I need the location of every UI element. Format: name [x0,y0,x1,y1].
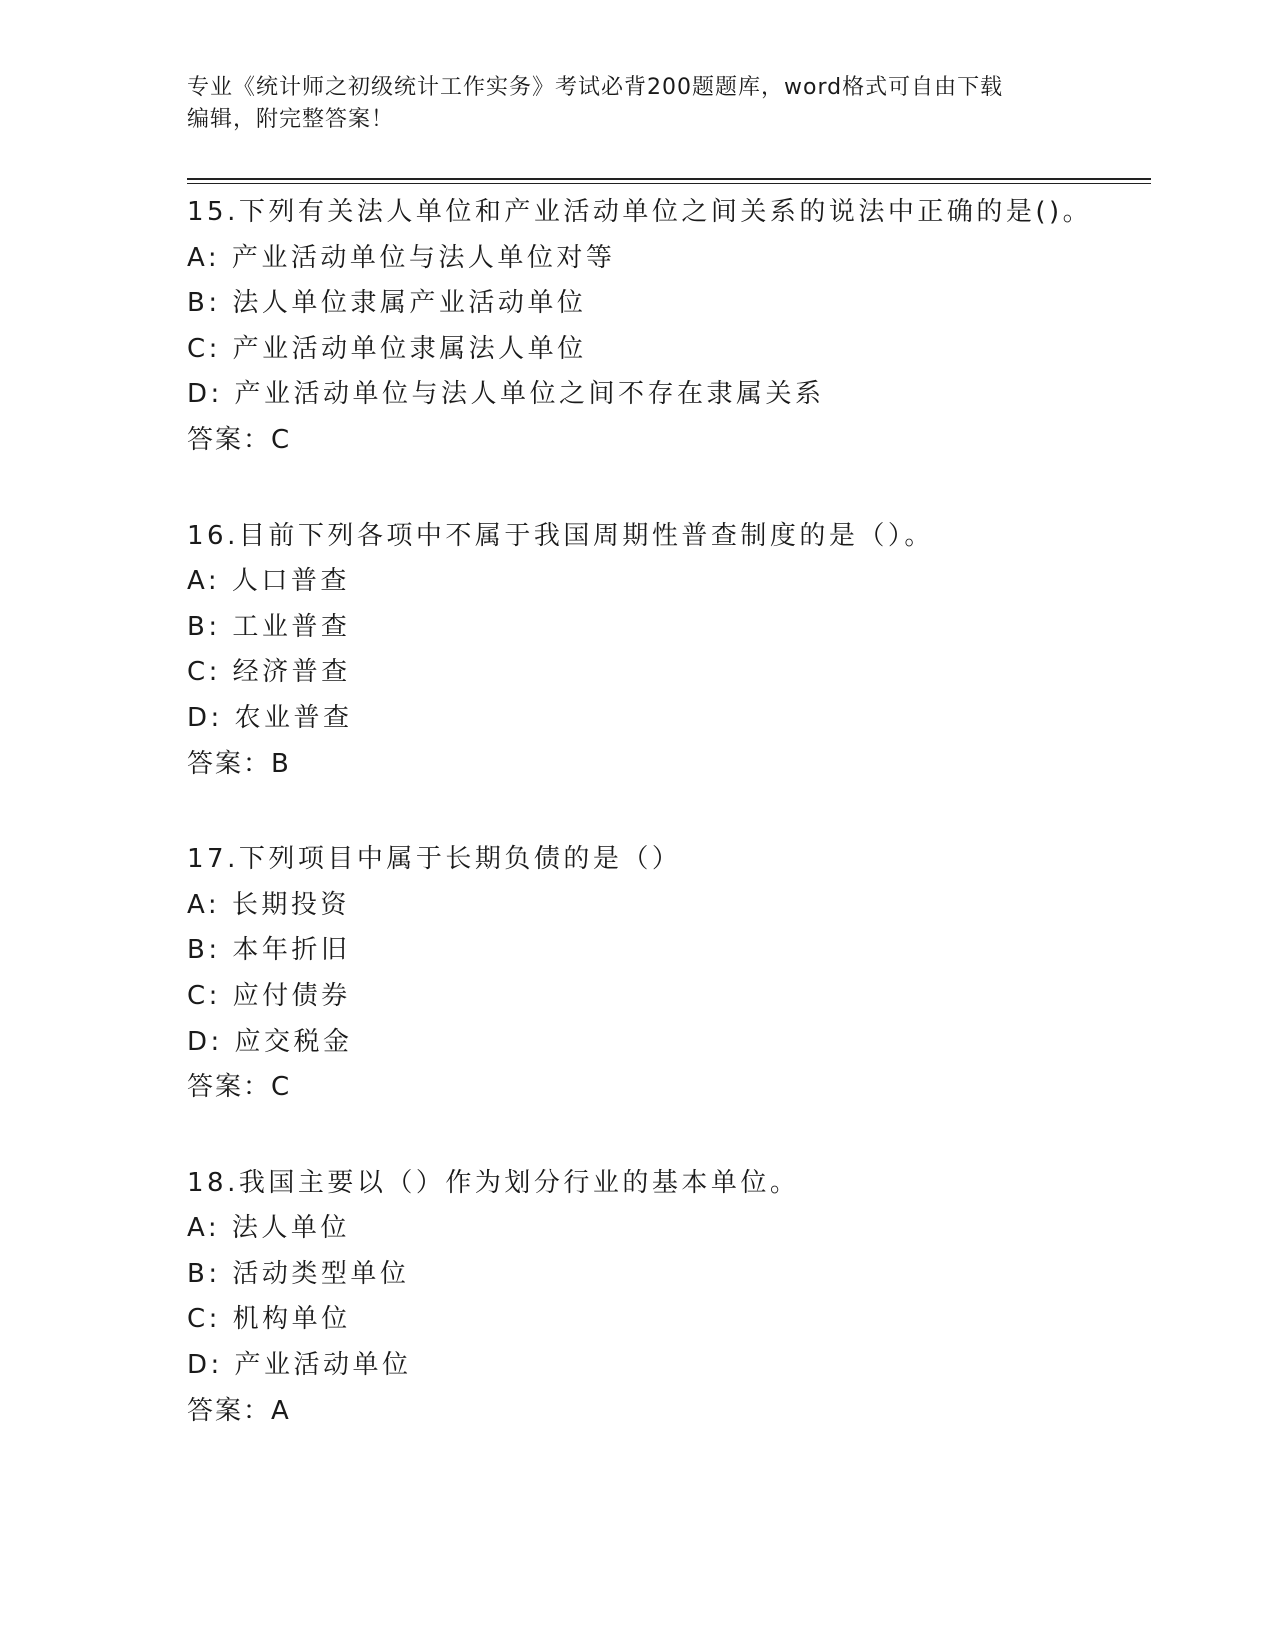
answer-value: B [271,748,289,779]
option-c: C: 机构单位 [187,1304,351,1335]
option-a: A: 产业活动单位与法人单位对等 [187,242,616,273]
answer-line [187,742,1127,788]
answer-line [187,1065,1127,1111]
header-divider-thick [187,178,1151,180]
header-divider-thin [187,183,1151,184]
option-d: D: 产业活动单位与法人单位之间不存在隶属关系 [187,379,825,410]
option-d: D: 产业活动单位 [187,1350,412,1381]
question-stem: 16.目前下列各项中不属于我国周期性普查制度的是（）。 [187,520,934,551]
question-stem: 18.我国主要以（）作为划分行业的基本单位。 [187,1167,800,1198]
question-stem: 17.下列项目中属于长期负债的是（） [187,844,682,875]
header-line-2: 编辑，附完整答案！ [187,107,395,132]
question-list [187,190,1127,1434]
answer-label: 答案： [187,748,272,779]
answer-value: C [271,424,290,455]
answer-value: C [271,1072,290,1103]
answer-line [187,1389,1127,1435]
question-17 [187,837,1127,1111]
option-c: C: 产业活动单位隶属法人单位 [187,333,587,364]
option-b: B: 工业普查 [187,611,351,642]
question-stem: 15.下列有关法人单位和产业活动单位之间关系的说法中正确的是()。 [187,197,1093,227]
option-d: D: 农业普查 [187,702,353,733]
option-c: C: 应付债券 [187,980,351,1011]
option-b: B: 法人单位隶属产业活动单位 [187,288,587,319]
answer-label: 答案： [187,1395,272,1426]
option-a: A: 长期投资 [187,889,350,920]
answer-line [187,418,1127,464]
option-b: B: 活动类型单位 [187,1258,410,1289]
option-a: A: 人口普查 [187,566,350,597]
answer-value: A [271,1395,289,1426]
question-18 [187,1161,1127,1435]
answer-label: 答案： [187,424,272,455]
header-line-1: 专业《统计师之初级统计工作实务》考试必背200题题库，word格式可自由下载 [187,75,1004,100]
option-b: B: 本年折旧 [187,935,351,966]
option-d: D: 应交税金 [187,1026,353,1057]
option-a: A: 法人单位 [187,1213,350,1244]
question-15 [187,190,1127,464]
option-c: C: 经济普查 [187,657,351,688]
document-header [187,72,1067,136]
question-16 [187,514,1127,788]
answer-label: 答案： [187,1072,272,1103]
